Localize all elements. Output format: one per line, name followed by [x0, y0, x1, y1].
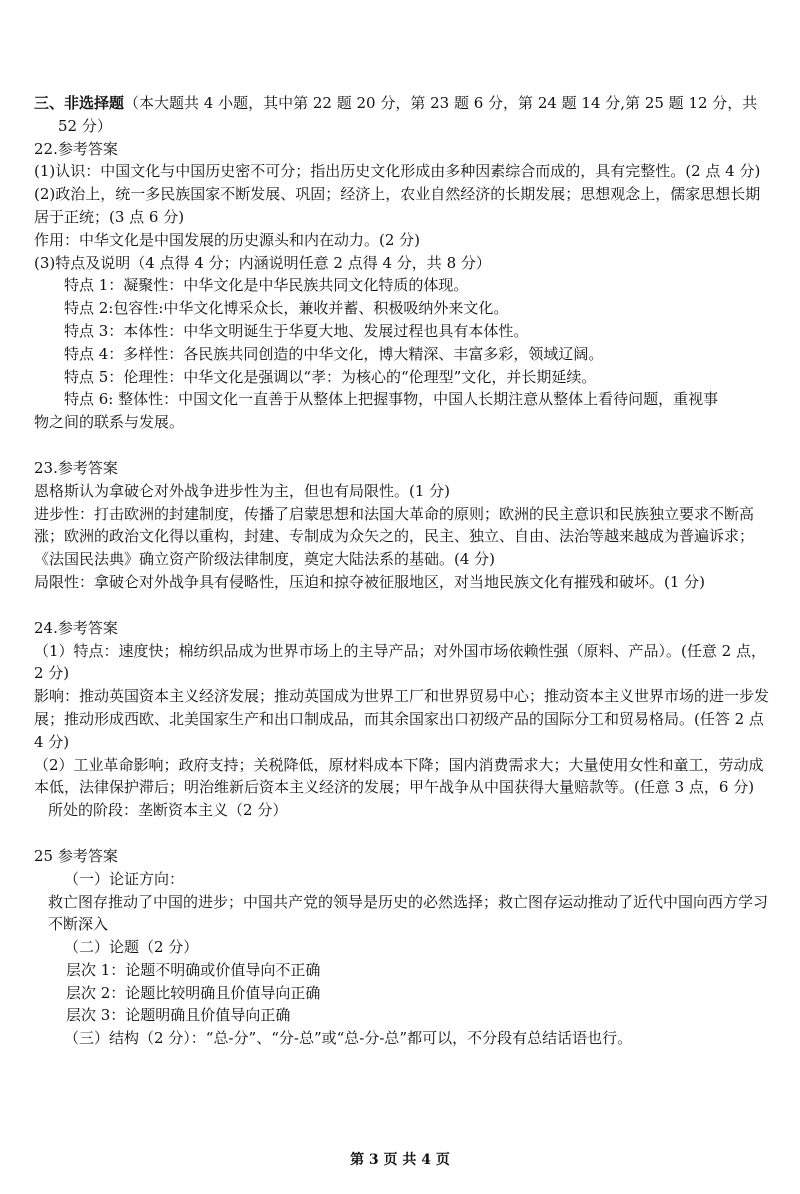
q24-line-4: 所处的阶段：垄断资本主义（2 分）: [48, 801, 288, 820]
q25-sub-1: （一）论证方向：: [64, 869, 185, 888]
q25-heading: 25 参考答案: [34, 846, 118, 865]
q22-line-4: (3)特点及说明（4 点得 4 分；内涵说明任意 2 点得 4 分，共 8 分）: [34, 253, 491, 272]
section-score-note: （本大题共 4 小题，其中第 22 题 20 分，第 23 题 6 分，第 24 题 14 分,第 25 题 12 分，共 52 分）: [58, 94, 763, 135]
q22-feature-6-cont: 物之间的联系与发展。: [34, 413, 185, 432]
q25-level-2: 层次 2：论题比较明确且价值导向正确: [66, 983, 321, 1002]
q22-line-2: (2)政治上，统一多民族国家不断发展、巩固；经济上，农业自然经济的长期发展；思想观念上，儒家思想长期居于正统；(3 点 6 分): [34, 185, 761, 226]
q22-feature-5: 特点 5：伦理性：中华文化是强调以“孝：为核心的“伦理型”文化，并长期延续。: [64, 367, 597, 386]
q23-line-3: 局限性：拿破仑对外战争具有侵略性，压迫和掠夺被征服地区，对当地民族文化有摧残和破坏。(1 分): [34, 572, 706, 591]
q25-sub-2: （二）论题（2 分）: [64, 938, 199, 957]
q23-heading: 23.参考答案: [34, 458, 118, 477]
page-footer: 第 3 页 共 4 页: [350, 1152, 450, 1168]
q25-sub-1-text: 救亡图存推动了中国的进步；中国共产党的领导是历史的必然选择；救亡图存运动推动了近代中国向西方学习不断深入: [48, 892, 769, 934]
section-title: 三、非选择题: [34, 94, 125, 112]
spacer: [34, 594, 770, 617]
q22-feature-6: 特点 6: 整体性：中国文化一直善于从整体上把握事物，中国人长期注意从整体上看待问题，重视事: [64, 390, 719, 409]
section-header: [34, 92, 770, 138]
q23-line-2: 进步性：打击欧洲的封建制度，传播了启蒙思想和法国大革命的原则；欧洲的民主意识和民族独立要求不断高涨；欧洲的政治文化得以重构，封建、专制成为众矢之的，民主、独立、自由、法治等越来越成为普遍诉求；《法国民法典》确立资产阶级法律制度，奠定大陆法系的基础。(4 分): [34, 504, 755, 569]
spacer: [34, 822, 770, 845]
q25-level-1: 层次 1：论题不明确或价值导向不正确: [66, 960, 321, 979]
q25-level-3: 层次 3：论题明确且价值导向正确: [66, 1006, 291, 1025]
spacer: [34, 434, 770, 457]
q24-heading: 24.参考答案: [34, 618, 118, 637]
q22-line-1: (1)认识：中国文化与中国历史密不可分；指出历史文化形成由多种因素综合而成的，具有完整性。(2 点 4 分): [34, 162, 761, 181]
q22-heading: 22.参考答案: [34, 139, 118, 158]
q22-feature-4: 特点 4：多样性：各民族共同创造的中华文化，博大精深、丰富多彩，领域辽阔。: [64, 344, 604, 363]
q24-line-2: 影响：推动英国资本主义经济发展；推动英国成为世界工厂和世界贸易中心；推动资本主义世界市场的进一步发展；推动形成西欧、北美国家生产和出口制成品，而其余国家出口初级产品的国际分工和贸易格局。(任答 2 点 4 分): [34, 687, 770, 751]
q25-sub-3: （三）结构（2 分）：“总-分”、“分-总”或“总-分-总”都可以，不分段有总结话语也行。: [64, 1029, 633, 1048]
q24-line-3: （2）工业革命影响；政府支持；关税降低，原材料成本下降；国内消费需求大；大量使用女性和童工，劳动成本低，法律保护滞后；明治维新后资本主义经济的发展；甲午战争从中国获得大量赔款等。(任意 3 点，6 分): [34, 755, 764, 797]
q22-feature-3: 特点 3：本体性：中华文明诞生于华夏大地、发展过程也具有本体性。: [64, 321, 529, 340]
q22-feature-1: 特点 1：凝聚性：中华文化是中华民族共同文化特质的体现。: [64, 276, 469, 295]
q24-line-1: （1）特点：速度快；棉纺织品成为世界市场上的主导产品；对外国市场依赖性强（原料、产品）。(任意 2 点，2 分): [34, 641, 766, 683]
q23-line-1: 恩格斯认为拿破仑对外战争进步性为主，但也有局限性。(1 分): [34, 481, 451, 500]
q22-feature-2: 特点 2:包容性:中华文化博采众长，兼收并蓄、积极吸纳外来文化。: [64, 299, 509, 318]
q22-line-3: 作用：中华文化是中国发展的历史源头和内在动力。(2 分): [34, 230, 421, 249]
